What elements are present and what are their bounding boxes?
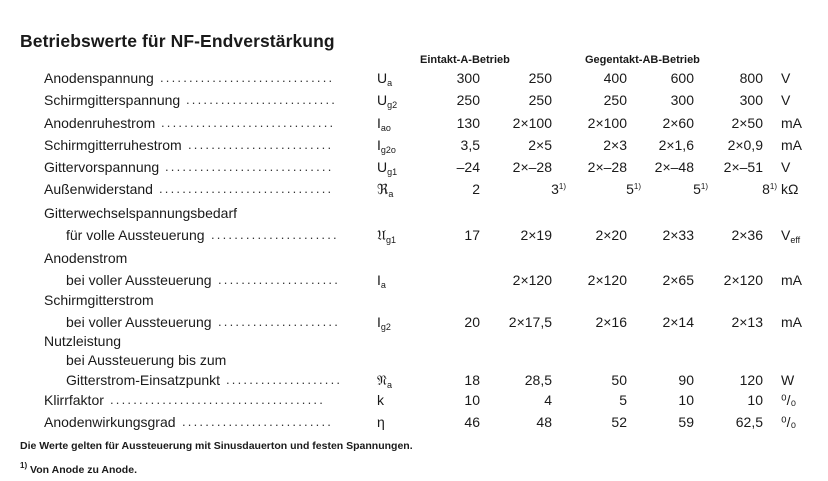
- value-text: 2×14: [662, 314, 694, 330]
- row-symbol: [377, 372, 392, 390]
- value-text: 2×120: [512, 272, 552, 288]
- value-cell: [410, 392, 480, 408]
- value-cell: [693, 70, 763, 86]
- row-symbol: [377, 70, 392, 88]
- symbol-letter: U: [377, 70, 388, 86]
- value-text: 2×–28: [587, 159, 627, 175]
- value-text: 2×60: [662, 115, 694, 131]
- symbol-subscript: ao: [380, 123, 391, 133]
- row-symbol: [377, 227, 396, 245]
- value-cell: [693, 372, 763, 388]
- dot-leader: .....................................: [110, 392, 326, 407]
- dot-leader: ..............................: [161, 115, 336, 130]
- value-text: –24: [456, 159, 480, 175]
- value-text: 3,5: [460, 137, 480, 153]
- value-cell: [557, 115, 627, 131]
- value-cell: [624, 137, 694, 153]
- symbol-letter: I: [377, 137, 381, 153]
- row-symbol: [377, 159, 397, 177]
- value-text: 2×19: [520, 227, 552, 243]
- value-text: 5: [619, 392, 627, 408]
- value-cell: [624, 372, 694, 388]
- value-text: 400: [603, 70, 627, 86]
- value-cell: [693, 227, 763, 243]
- symbol-letter: k: [377, 392, 384, 408]
- row-label: Schirmgitterstrom: [44, 292, 154, 308]
- value-cell: [482, 272, 552, 288]
- row-symbol: [377, 272, 386, 290]
- unit-text: mA: [781, 137, 802, 153]
- row-symbol: [377, 115, 391, 133]
- value-text: 2×3: [603, 137, 627, 153]
- value-text: 10: [678, 392, 694, 408]
- row-symbol: [377, 181, 393, 199]
- value-cell: [482, 227, 552, 243]
- value-text: 800: [739, 70, 763, 86]
- row-symbol: [377, 414, 385, 430]
- unit-label: [781, 414, 796, 431]
- value-cell: [557, 372, 627, 388]
- value-cell: [693, 115, 763, 131]
- value-text: 250: [528, 70, 552, 86]
- row-label: Gitterwechselspannungsbedarf: [44, 205, 238, 221]
- symbol-subscript: g2: [387, 100, 398, 110]
- value-cell: [410, 414, 480, 430]
- value-cell: [410, 115, 480, 131]
- value-text: 8: [762, 181, 770, 197]
- value-cell: [693, 314, 763, 330]
- footnote-text: Von Anode zu Anode.: [30, 464, 137, 476]
- unit-text: mA: [781, 314, 802, 330]
- value-text: 2×50: [731, 115, 763, 131]
- unit-label: [781, 181, 798, 197]
- value-cell: [482, 70, 552, 86]
- unit-text: V: [781, 92, 791, 108]
- unit-label: [781, 159, 790, 175]
- group-header-single-ended: Eintakt-A-Betrieb: [420, 54, 510, 66]
- symbol-letter: I: [377, 272, 381, 288]
- value-text: 2×120: [587, 272, 627, 288]
- value-text: 28,5: [524, 372, 552, 388]
- value-text: 2×–48: [654, 159, 694, 175]
- footnote-ref: 1): [700, 182, 708, 191]
- row-label: bei Aussteuerung bis zum: [66, 352, 227, 368]
- value-text: 10: [747, 392, 763, 408]
- value-cell: [624, 115, 694, 131]
- value-cell: [693, 272, 763, 288]
- row-label: Anodenstrom: [44, 250, 128, 266]
- unit-text: ⁰/₀: [781, 392, 797, 408]
- unit-label: [781, 70, 790, 86]
- value-cell: [482, 92, 552, 108]
- row-label: Klirrfaktor: [44, 392, 104, 408]
- value-cell: [410, 159, 480, 175]
- value-cell: [482, 115, 552, 131]
- group-header-push-pull: Gegentakt-AB-Betrieb: [585, 54, 700, 66]
- page-title: Betriebswerte für NF-Endverstärkung: [20, 31, 335, 51]
- symbol-subscript: a: [380, 280, 386, 290]
- dot-leader: ..............................: [160, 70, 335, 85]
- value-cell: [693, 159, 763, 175]
- symbol-letter: I: [377, 314, 381, 330]
- value-text: 2×–51: [723, 159, 763, 175]
- value-cell: [557, 272, 627, 288]
- note-conditions: Die Werte gelten für Aussteuerung mit Sinusdauerton und festen Spannungen.: [20, 440, 413, 452]
- value-text: 48: [536, 414, 552, 430]
- value-text: 2: [472, 181, 480, 197]
- unit-label: [781, 272, 802, 288]
- value-text: 2×0,9: [727, 137, 763, 153]
- row-label: Anodenwirkungsgrad: [44, 414, 176, 430]
- value-text: 250: [603, 92, 627, 108]
- value-text: 59: [678, 414, 694, 430]
- unit-label: [781, 372, 794, 388]
- symbol-subscript: a: [387, 78, 393, 88]
- row-symbol: [377, 392, 384, 408]
- row-label: Schirmgitterruhestrom: [44, 137, 182, 153]
- value-text: 2×17,5: [508, 314, 552, 330]
- value-cell: [707, 181, 777, 197]
- value-text: 2×–28: [512, 159, 552, 175]
- value-cell: [624, 314, 694, 330]
- value-cell: [624, 272, 694, 288]
- dot-leader: .....................: [218, 272, 341, 287]
- value-text: 2×100: [512, 115, 552, 131]
- row-label: Außenwiderstand: [44, 181, 153, 197]
- dot-leader: ......................: [211, 227, 339, 242]
- symbol-letter: 𝔘: [377, 227, 387, 243]
- value-text: 18: [464, 372, 480, 388]
- value-cell: [410, 70, 480, 86]
- value-cell: [557, 92, 627, 108]
- footnote-mark: 1): [20, 461, 28, 470]
- footnote-ref: 1): [633, 182, 641, 191]
- value-text: 4: [544, 392, 552, 408]
- value-cell: [410, 137, 480, 153]
- row-label: für volle Aussteuerung: [66, 227, 205, 243]
- value-cell: [571, 181, 641, 197]
- value-cell: [557, 159, 627, 175]
- value-cell: [557, 137, 627, 153]
- row-symbol: [377, 137, 396, 155]
- dot-leader: .....................: [218, 314, 341, 329]
- symbol-subscript: g1: [386, 235, 397, 245]
- value-cell: [410, 227, 480, 243]
- dot-leader: .............................: [165, 159, 334, 174]
- row-label: Schirmgitterspannung: [44, 92, 181, 108]
- unit-text: mA: [781, 272, 802, 288]
- value-text: 300: [670, 92, 694, 108]
- value-text: 600: [670, 70, 694, 86]
- row-symbol: [377, 314, 391, 332]
- value-text: 2×36: [731, 227, 763, 243]
- symbol-letter: U: [377, 159, 388, 175]
- value-text: 62,5: [735, 414, 763, 430]
- unit-text: kΩ: [781, 181, 799, 197]
- unit-text: V: [781, 159, 791, 175]
- value-cell: [624, 70, 694, 86]
- value-text: 130: [456, 115, 480, 131]
- value-cell: [693, 137, 763, 153]
- value-cell: [624, 227, 694, 243]
- value-cell: [557, 227, 627, 243]
- value-text: 300: [739, 92, 763, 108]
- value-cell: [624, 392, 694, 408]
- value-cell: [557, 70, 627, 86]
- value-text: 2×13: [731, 314, 763, 330]
- value-text: 20: [464, 314, 480, 330]
- value-cell: [410, 92, 480, 108]
- value-cell: [482, 159, 552, 175]
- value-text: 5: [693, 181, 701, 197]
- value-cell: [693, 414, 763, 430]
- unit-label: [781, 314, 802, 330]
- unit-label: [781, 392, 796, 409]
- row-label: Anodenruhestrom: [44, 115, 156, 131]
- symbol-letter: I: [377, 115, 381, 131]
- value-text: 5: [626, 181, 634, 197]
- unit-subscript: eff: [790, 235, 801, 245]
- value-cell: [693, 92, 763, 108]
- value-cell: [624, 159, 694, 175]
- symbol-subscript: g1: [387, 167, 398, 177]
- value-cell: [410, 181, 480, 197]
- value-text: 2×65: [662, 272, 694, 288]
- dot-leader: ..........................: [182, 414, 334, 429]
- value-cell: [482, 372, 552, 388]
- symbol-letter: η: [377, 414, 385, 430]
- unit-text: W: [781, 372, 795, 388]
- value-text: 2×100: [587, 115, 627, 131]
- value-text: 2×33: [662, 227, 694, 243]
- symbol-subscript: a: [386, 380, 392, 390]
- value-text: 2×1,6: [658, 137, 694, 153]
- unit-label: [781, 115, 802, 131]
- value-cell: [638, 181, 708, 197]
- value-cell: [482, 414, 552, 430]
- value-cell: [557, 414, 627, 430]
- value-text: 2×20: [595, 227, 627, 243]
- value-text: 300: [456, 70, 480, 86]
- symbol-subscript: a: [388, 189, 394, 199]
- footnote-ref: 1): [558, 182, 566, 191]
- dot-leader: ..............................: [159, 181, 334, 196]
- row-label: bei voller Aussteuerung: [66, 314, 212, 330]
- value-cell: [624, 92, 694, 108]
- unit-text: V: [781, 227, 791, 243]
- value-cell: [482, 314, 552, 330]
- unit-label: [781, 137, 802, 153]
- value-text: 250: [456, 92, 480, 108]
- unit-text: mA: [781, 115, 802, 131]
- row-symbol: [377, 92, 397, 110]
- value-cell: [410, 314, 480, 330]
- row-label: Gittervorspannung: [44, 159, 160, 175]
- value-text: 3: [551, 181, 559, 197]
- value-text: 17: [464, 227, 480, 243]
- value-text: 120: [739, 372, 763, 388]
- value-text: 90: [678, 372, 694, 388]
- value-cell: [557, 314, 627, 330]
- footnote: [20, 461, 137, 476]
- dot-leader: ..........................: [186, 92, 338, 107]
- value-text: 250: [528, 92, 552, 108]
- dot-leader: .........................: [188, 137, 334, 152]
- value-text: 2×5: [528, 137, 552, 153]
- row-label: Gitterstrom-Einsatzpunkt: [66, 372, 221, 388]
- unit-label: [781, 227, 800, 245]
- value-text: 2×16: [595, 314, 627, 330]
- value-text: 50: [611, 372, 627, 388]
- symbol-subscript: g2o: [380, 145, 396, 155]
- value-text: 10: [464, 392, 480, 408]
- symbol-letter: ℜ: [377, 181, 389, 197]
- unit-text: ⁰/₀: [781, 414, 797, 430]
- symbol-letter: 𝔑: [377, 372, 387, 388]
- footnote-ref: 1): [769, 182, 777, 191]
- value-cell: [482, 137, 552, 153]
- row-label: Anodenspannung: [44, 70, 154, 86]
- symbol-letter: U: [377, 92, 388, 108]
- value-text: 46: [464, 414, 480, 430]
- value-cell: [624, 414, 694, 430]
- value-cell: [557, 392, 627, 408]
- row-label: bei voller Aussteuerung: [66, 272, 212, 288]
- row-label: Nutzleistung: [44, 333, 122, 349]
- unit-text: V: [781, 70, 791, 86]
- value-text: 52: [611, 414, 627, 430]
- value-cell: [496, 181, 566, 197]
- value-cell: [410, 372, 480, 388]
- value-cell: [482, 392, 552, 408]
- symbol-subscript: g2: [380, 322, 391, 332]
- value-cell: [693, 392, 763, 408]
- dot-leader: ....................: [226, 372, 343, 387]
- value-text: 2×120: [723, 272, 763, 288]
- unit-label: [781, 92, 790, 108]
